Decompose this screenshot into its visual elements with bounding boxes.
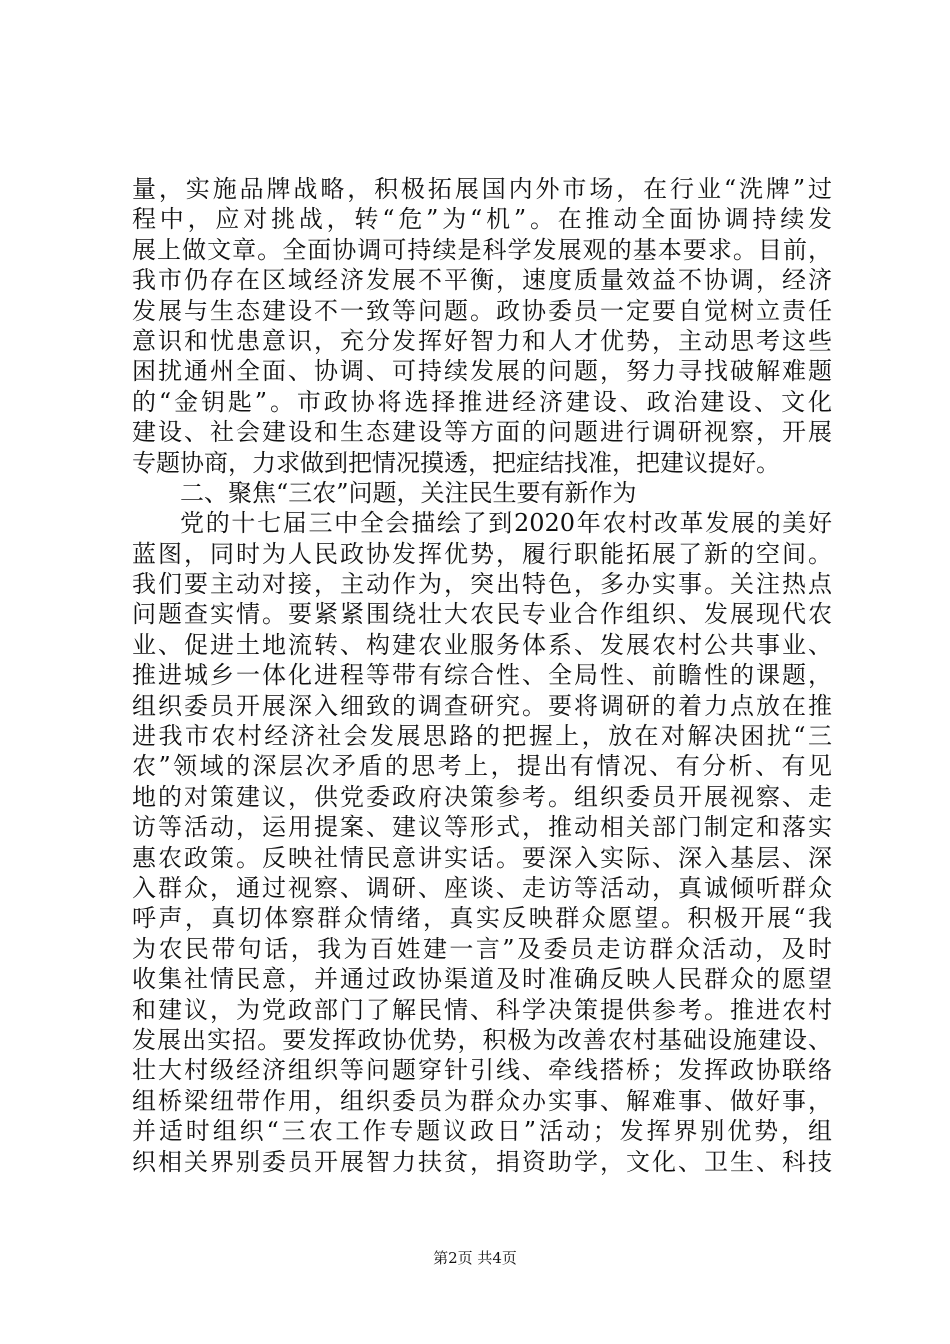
text-line: 量，实施品牌战略，积极拓展国内外市场，在行业“洗牌”过 — [132, 175, 832, 203]
document-body — [132, 174, 832, 1177]
text-line: 织相关界别委员开展智力扶贫，捐资助学，文化、卫生、科技 — [132, 1147, 832, 1176]
text-line: 收集社情民意，并通过政协渠道及时准确反映人民群众的愿望 — [132, 965, 832, 994]
text-line: 党的十七届三中全会描绘了到2020年农村改革发展的美好 — [180, 509, 832, 538]
text-line: 发展出实招。要发挥政协优势，积极为改善农村基础设施建设、 — [132, 1025, 832, 1054]
text-line: 专题协商，力求做到把情况摸透，把症结找准，把建议提好。 — [132, 448, 780, 477]
text-line: 展上做文章。全面协调可持续是科学发展观的基本要求。目前， — [132, 235, 832, 264]
text-line: 推进城乡一体化进程等带有综合性、全局性、前瞻性的课题， — [132, 661, 832, 690]
text-line: 我们要主动对接，主动作为，突出特色，多办实事。关注热点 — [132, 570, 832, 599]
text-line: 的“金钥匙”。市政协将选择推进经济建设、政治建设、文化 — [132, 387, 832, 416]
text-line: 和建议，为党政部门了解民情、科学决策提供参考。推进农村 — [132, 995, 832, 1024]
text-line: 困扰通州全面、协调、可持续发展的问题，努力寻找破解难题 — [132, 357, 832, 386]
text-line: 业、促进土地流转、构建农业服务体系、发展农村公共事业、 — [132, 630, 832, 659]
text-line: 问题查实情。要紧紧围绕壮大农民专业合作组织、发展现代农 — [132, 600, 832, 629]
text-line: 呼声，真切体察群众情绪，真实反映群众愿望。积极开展“我 — [132, 904, 832, 933]
text-line: 为农民带句话，我为百姓建一言”及委员走访群众活动，及时 — [132, 934, 832, 963]
text-line: 发展与生态建设不一致等问题。政协委员一定要自觉树立责任 — [132, 296, 832, 325]
text-line: 入群众，通过视察、调研、座谈、走访等活动，真诚倾听群众 — [132, 873, 832, 902]
text-line: 并适时组织“三农工作专题议政日”活动；发挥界别优势，组 — [132, 1117, 832, 1146]
text-line: 惠农政策。反映社情民意讲实话。要深入实际、深入基层、深 — [132, 843, 832, 872]
text-line: 壮大村级经济组织等问题穿针引线、牵线搭桥；发挥政协联络 — [132, 1056, 832, 1085]
text-line: 建设、社会建设和生态建设等方面的问题进行调研视察，开展 — [132, 418, 832, 447]
text-line: 意识和忧患意识，充分发挥好智力和人才优势，主动思考这些 — [132, 326, 832, 355]
text-line: 组织委员开展深入细致的调查研究。要将调研的着力点放在推 — [132, 691, 832, 720]
text-line: 组桥梁纽带作用，组织委员为群众办实事、解难事、做好事， — [132, 1086, 832, 1115]
text-line: 二、聚焦“三农”问题，关注民生要有新作为 — [180, 478, 637, 507]
page-footer: 第2页 共4页 — [433, 1249, 517, 1267]
text-line: 地的对策建议，供党委政府决策参考。组织委员开展视察、走 — [132, 782, 832, 811]
text-line: 访等活动，运用提案、建议等形式，推动相关部门制定和落实 — [132, 813, 832, 842]
text-line: 我市仍存在区域经济发展不平衡，速度质量效益不协调，经济 — [132, 266, 832, 295]
text-line: 程中，应对挑战，转“危”为“机”。在推动全面协调持续发 — [132, 205, 832, 234]
text-line: 农”领域的深层次矛盾的思考上，提出有情况、有分析、有见 — [132, 752, 832, 781]
text-line: 进我市农村经济社会发展思路的把握上，放在对解决困扰“三 — [132, 722, 832, 751]
text-line: 蓝图，同时为人民政协发挥优势，履行职能拓展了新的空间。 — [132, 539, 832, 568]
